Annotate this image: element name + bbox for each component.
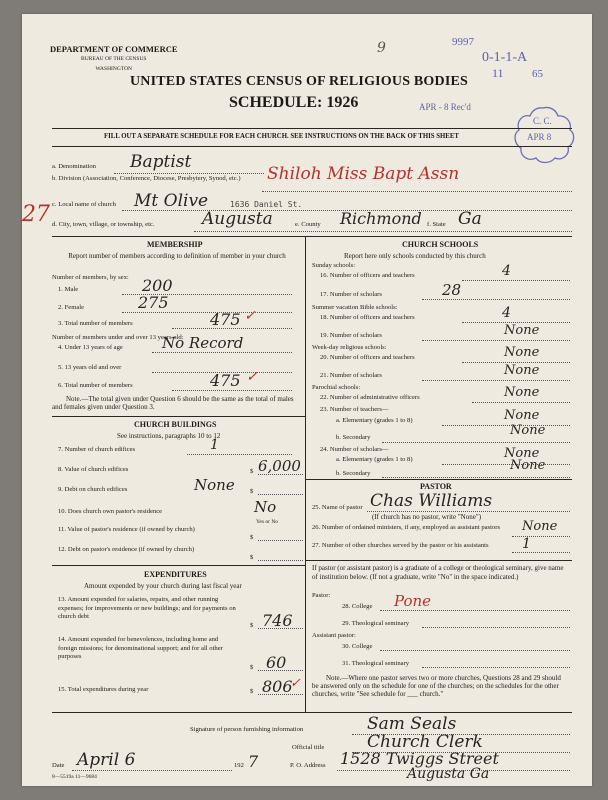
- q4-label: 4. Under 13 years of age: [58, 344, 123, 351]
- q23b-line: [382, 442, 570, 443]
- q15-checkmark: ✓: [290, 676, 301, 691]
- q18-label: 18. Number of officers and teachers: [320, 314, 415, 321]
- po-address-value[interactable]: 1528 Twiggs Street: [340, 749, 499, 768]
- q30-line: [380, 650, 570, 651]
- q3-line: [172, 328, 292, 329]
- year-value[interactable]: 7: [248, 752, 259, 771]
- q17-value[interactable]: 28: [442, 281, 462, 299]
- q27-label: 27. Number of other churches served by the pastor or his assistants: [312, 542, 489, 549]
- q1-label: 1. Male: [58, 286, 79, 293]
- q16-line: [462, 280, 570, 281]
- under-over-label: Number of members under and over 13 years old:: [52, 334, 184, 341]
- rule-footer: [52, 712, 572, 713]
- church-street-address: 1636 Daniel St.: [230, 200, 303, 209]
- denomination-value[interactable]: Baptist: [130, 152, 192, 172]
- q25-label: 25. Name of pastor: [312, 504, 363, 511]
- code-stamp-a: 9997: [452, 36, 474, 48]
- q24a-value[interactable]: None: [504, 446, 540, 461]
- schools-intro: Report here only schools conducted by this church: [344, 252, 486, 260]
- q14-line: [258, 670, 303, 671]
- weekday-label: Week-day religious schools:: [312, 344, 387, 351]
- q2-value[interactable]: 275: [138, 293, 169, 312]
- rule-pastor: [305, 479, 572, 480]
- q7-label: 7. Number of church edifices: [58, 446, 136, 453]
- official-title-label: Official title: [292, 744, 325, 751]
- department-block: [50, 44, 178, 74]
- q9-value[interactable]: None: [194, 476, 235, 494]
- q8-value[interactable]: 6,000: [258, 457, 301, 475]
- po-address-city[interactable]: Augusta Ga: [407, 766, 490, 782]
- q12-label: 12. Debt on pastor's residence (if owned by church): [58, 546, 195, 553]
- q31-label: 31. Theological seminary: [342, 660, 410, 667]
- q22-value[interactable]: None: [504, 385, 540, 400]
- q9-dollar: $: [250, 488, 254, 495]
- q24-label: 24. Number of scholars—: [320, 446, 389, 453]
- city-label: d. City, town, village, or township, etc.: [52, 221, 155, 228]
- q6-checkmark: ✓: [246, 369, 258, 385]
- q12-dollar: $: [250, 554, 254, 561]
- q20-value[interactable]: None: [504, 345, 540, 360]
- division-line: [262, 191, 572, 192]
- q18-value[interactable]: 4: [502, 305, 511, 321]
- q6-line: [172, 390, 292, 391]
- rule-buildings: [52, 416, 305, 417]
- q19-value[interactable]: None: [504, 323, 540, 338]
- q19-line: [422, 340, 570, 341]
- q14-label: 14. Amount expended for benevolences, including home and foreign missions; for denominational support; and for all other purposes: [58, 636, 223, 660]
- q7-value[interactable]: 1: [210, 437, 219, 453]
- year-prefix: 192: [234, 762, 244, 769]
- q24b-line: [382, 477, 570, 478]
- q13-dollar: $: [250, 622, 254, 629]
- division-label: b. Division (Association, Conference, Diocese, Presbytery, Synod, etc.): [52, 175, 241, 182]
- city-line: [194, 231, 572, 232]
- q22-label: 22. Number of administrative officers: [320, 394, 420, 401]
- q19-label: 19. Number of scholars: [320, 332, 382, 339]
- local-name-value[interactable]: Mt Olive: [134, 191, 209, 211]
- state-label: f. State: [427, 221, 446, 228]
- date-line: [72, 770, 232, 771]
- q13-line: [258, 628, 303, 629]
- q21-line: [422, 380, 570, 381]
- q15-label: 15. Total expenditures during year: [58, 686, 149, 693]
- summer-label: Summer vacation Bible schools:: [312, 304, 398, 311]
- q8-line: [258, 474, 303, 475]
- q23b-label: b. Secondary: [336, 434, 371, 441]
- sunday-label: Sunday schools:: [312, 262, 356, 269]
- schedule-year: SCHEDULE: 1926: [229, 94, 359, 111]
- q3-label: 3. Total number of members: [58, 320, 133, 327]
- yes-no-hint: Yes or No: [256, 519, 279, 525]
- q30-label: 30. College: [342, 643, 373, 650]
- assistant-sub-label: Assistant pastor:: [312, 632, 356, 639]
- q26-value[interactable]: None: [522, 519, 558, 534]
- q28-label: 28. College: [342, 603, 373, 610]
- rule-expenditures: [52, 565, 305, 566]
- graduate-note: If pastor (or assistant pastor) is a graduate of a college or theological seminary, give name of institution below. (If not a graduate, write "No" in the space indicated.): [312, 564, 564, 581]
- q24a-line: [442, 464, 570, 465]
- q12-line: [258, 560, 303, 561]
- parochial-label: Parochial schools:: [312, 384, 361, 391]
- q15-dollar: $: [250, 688, 254, 695]
- rule-graduate: [305, 560, 572, 561]
- bureau-name: BUREAU OF THE CENSUS: [81, 56, 147, 62]
- q5-label: 5. 13 years old and over: [58, 364, 122, 371]
- q26-line: [512, 536, 570, 537]
- membership-intro: Report number of members according to definition of member in your church: [68, 252, 286, 260]
- official-title-value[interactable]: Church Clerk: [367, 732, 483, 752]
- code-stamp-b: 0-1-1-A: [482, 50, 528, 65]
- q28-line: [380, 610, 570, 611]
- division-value[interactable]: Shiloh Miss Bapt Assn: [267, 164, 460, 184]
- form-title: UNITED STATES CENSUS OF RELIGIOUS BODIES: [130, 74, 469, 89]
- city-value[interactable]: Augusta: [202, 209, 273, 229]
- county-label: e. County: [295, 221, 321, 228]
- q28-value[interactable]: Pone: [394, 592, 432, 610]
- received-stamp: APR - 8 Rec'd: [419, 102, 471, 112]
- bureau-city: WASHINGTON: [95, 66, 133, 72]
- instruction-line: FILL OUT A SEPARATE SCHEDULE FOR EACH CHURCH. SEE INSTRUCTIONS ON THE BACK OF THIS SHEET: [104, 133, 459, 140]
- census-schedule-sheet: [22, 14, 592, 786]
- q29-label: 29. Theological seminary: [342, 620, 410, 627]
- department-name: DEPARTMENT OF COMMERCE: [50, 44, 178, 54]
- code-stamp-d: 65: [532, 68, 543, 80]
- q23a-label: a. Elementary (grades 1 to 8): [336, 417, 413, 424]
- q13-value[interactable]: 746: [262, 611, 293, 630]
- margin-mark: 27: [22, 202, 50, 227]
- buildings-heading: CHURCH BUILDINGS: [134, 420, 217, 429]
- q11-dollar: $: [250, 534, 254, 541]
- q24b-value[interactable]: None: [510, 458, 546, 473]
- po-address-label: P. O. Address: [290, 762, 326, 769]
- header-rule-top: [52, 128, 572, 129]
- q25-value[interactable]: Chas Williams: [370, 491, 493, 511]
- q6-value[interactable]: 475: [210, 371, 241, 390]
- membership-heading: MEMBERSHIP: [147, 240, 203, 249]
- q6-label: 6. Total number of members: [58, 382, 133, 389]
- q23a-line: [442, 425, 570, 426]
- q24b-label: b. Secondary: [336, 470, 371, 477]
- stamp-text-a: C. C.: [533, 116, 552, 126]
- q9-label: 9. Debt on church edifices: [58, 486, 128, 493]
- section-rule-top: [52, 236, 572, 237]
- header-rule-bottom: [52, 146, 572, 147]
- date-value[interactable]: April 6: [77, 750, 136, 770]
- q16-label: 16. Number of officers and teachers: [320, 272, 415, 279]
- q23a-value[interactable]: None: [504, 408, 540, 423]
- q11-label: 11. Value of pastor's residence (if owned by church): [58, 526, 195, 533]
- q8-label: 8. Value of church edifices: [58, 466, 129, 473]
- q23-label: 23. Number of teachers—: [320, 406, 389, 413]
- q15-value[interactable]: 806: [262, 677, 293, 696]
- members-by-sex-label: Number of members, by sex:: [52, 274, 129, 281]
- signature-value[interactable]: Sam Seals: [367, 714, 457, 734]
- print-code: 8—5519a 11—9684: [52, 774, 97, 780]
- q17-line: [422, 299, 570, 300]
- q23b-value[interactable]: None: [510, 423, 546, 438]
- q10-value[interactable]: No: [254, 498, 277, 516]
- denomination-line: [114, 173, 264, 174]
- q17-label: 17. Number of scholars: [320, 291, 382, 298]
- q25-note: (If church has no pastor, write "None"): [372, 513, 482, 521]
- q9-line: [258, 494, 303, 495]
- pastor-heading: PASTOR: [420, 482, 452, 491]
- q8-dollar: $: [250, 468, 254, 475]
- pencil-number: 9: [377, 40, 386, 56]
- q13-label: 13. Amount expended for salaries, repairs, and other running expenses; for improvements or new buildings; and for payments on church debt: [58, 596, 236, 620]
- q25-line: [367, 511, 570, 512]
- date-label: Date: [52, 762, 65, 769]
- state-value[interactable]: Ga: [458, 209, 482, 229]
- q3-checkmark: ✓: [244, 308, 256, 324]
- local-name-label: c. Local name of church: [52, 201, 116, 208]
- q14-dollar: $: [250, 664, 254, 671]
- q26-label: 26. Number of ordained ministers, if any, employed as assistant pastors: [312, 524, 501, 531]
- pastor-note: Note.—Where one pastor serves two or more churches, Questions 28 and 29 should be answered only on the schedule for one of the churches; on the schedules for the other churches, write "See schedule for ___ church.": [312, 674, 561, 698]
- q24a-label: a. Elementary (grades 1 to 8): [336, 456, 413, 463]
- denomination-label: a. Denomination: [52, 163, 96, 170]
- pastor-sub-label: Pastor:: [312, 592, 331, 599]
- q7-line: [187, 454, 292, 455]
- q1-value[interactable]: 200: [142, 276, 173, 295]
- stamp-text-b: APR 8: [527, 132, 552, 142]
- q15-line: [258, 694, 303, 695]
- membership-note: Note.—The total given under Question 6 should be the same as the total of males and females given under Question 3.: [52, 395, 294, 411]
- q20-label: 20. Number of officers and teachers: [320, 354, 415, 361]
- q3-value[interactable]: 475: [210, 310, 241, 329]
- q2-line: [122, 312, 292, 313]
- q29-line: [422, 627, 570, 628]
- expenditures-heading: EXPENDITURES: [144, 570, 207, 579]
- county-value[interactable]: Richmond: [340, 209, 422, 228]
- buildings-sub: See instructions, paragraphs 10 to 12: [117, 432, 221, 440]
- q4-value[interactable]: No Record: [162, 334, 244, 352]
- q2-label: 2. Female: [58, 304, 85, 311]
- code-stamp-c: 11: [492, 66, 504, 80]
- q21-label: 21. Number of scholars: [320, 372, 382, 379]
- column-divider: [305, 236, 306, 712]
- q14-value[interactable]: 60: [266, 653, 287, 672]
- q22-line: [472, 402, 570, 403]
- q11-line: [258, 540, 303, 541]
- signature-label: Signature of person furnishing information: [190, 726, 304, 733]
- schools-heading: CHURCH SCHOOLS: [402, 240, 479, 249]
- q10-label: 10. Does church own pastor's residence: [58, 508, 163, 515]
- q16-value[interactable]: 4: [502, 263, 511, 279]
- expenditures-sub: Amount expended by your church during last fiscal year: [84, 582, 242, 590]
- q4-line: [152, 352, 292, 353]
- q27-value[interactable]: 1: [522, 536, 531, 552]
- q21-value[interactable]: None: [504, 363, 540, 378]
- q27-line: [512, 552, 570, 553]
- q31-line: [422, 667, 570, 668]
